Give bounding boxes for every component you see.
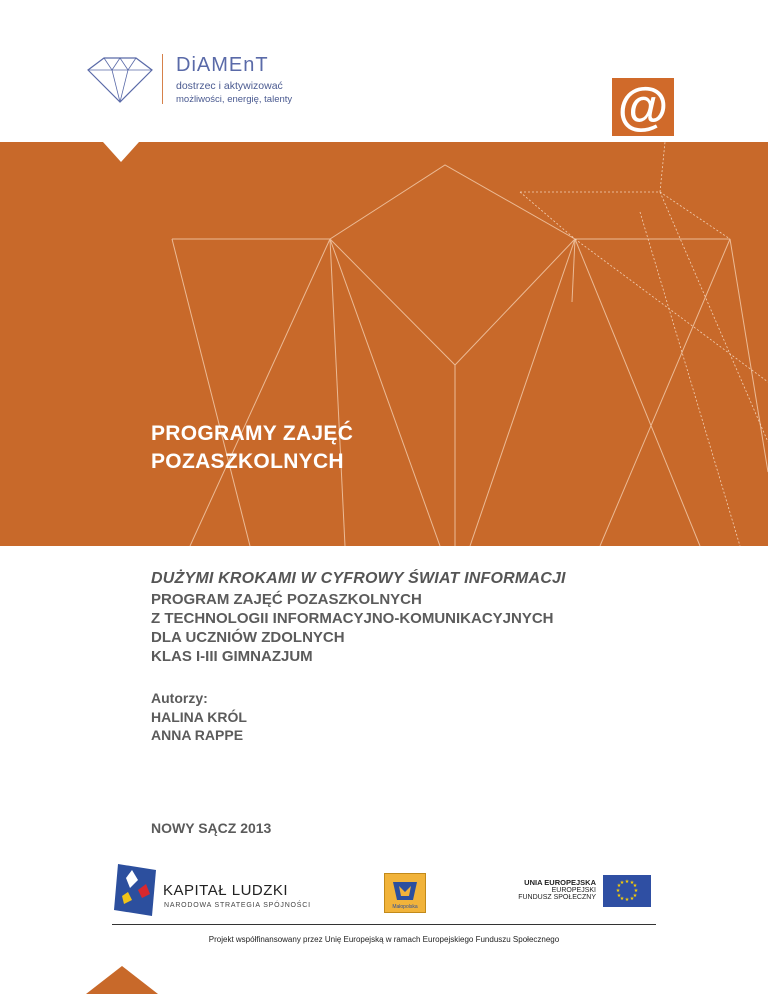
- program-italic-title: DUŻYMI KROKAMI W CYFROWY ŚWIAT INFORMACJI: [151, 570, 566, 587]
- svg-text:★: ★: [624, 897, 630, 903]
- svg-text:★: ★: [616, 883, 622, 889]
- logo-tagline-2: możliwości, energię, talenty: [176, 94, 293, 105]
- svg-text:★: ★: [619, 880, 625, 886]
- eu-line-3: FUNDUSZ SPOŁECZNY: [518, 894, 596, 901]
- svg-text:★: ★: [629, 880, 635, 886]
- authors-list: [151, 708, 247, 744]
- diamond-icon: [84, 56, 156, 104]
- kapital-ludzki-title: KAPITAŁ LUDZKI: [163, 882, 289, 899]
- program-line-4: KLAS I-III GIMNAZJUM: [151, 648, 313, 665]
- footer-logos: [0, 860, 768, 920]
- place-year: NOWY SĄCZ 2013: [151, 820, 272, 836]
- footer-rule: [112, 924, 656, 925]
- svg-text:★: ★: [633, 888, 639, 894]
- authors-label: Autorzy:: [151, 690, 208, 706]
- at-sign-icon: @: [612, 78, 674, 136]
- kapital-ludzki-subtitle: NARODOWA STRATEGIA SPÓJNOŚCI: [164, 902, 311, 909]
- svg-text:★: ★: [619, 896, 625, 902]
- cover-title-line-2: POZASZKOLNYCH: [151, 450, 344, 473]
- author-1: HALINA KRÓL: [151, 709, 247, 725]
- malopolska-logo: [384, 873, 426, 913]
- svg-text:★: ★: [632, 893, 638, 899]
- svg-text:Małopolska: Małopolska: [392, 904, 418, 910]
- author-2: ANNA RAPPE: [151, 727, 244, 743]
- cover-title: [151, 420, 353, 476]
- eu-text: [518, 878, 596, 901]
- logo-tagline-1: dostrzec i aktywizować: [176, 80, 283, 92]
- logo-divider: [162, 54, 163, 104]
- band-notch: [103, 142, 139, 162]
- svg-text:★: ★: [616, 893, 622, 899]
- eu-line-2: EUROPEJSKI: [551, 887, 596, 894]
- cover-band: [0, 142, 768, 546]
- diament-logo: [84, 50, 344, 110]
- eu-flag-icon: [603, 875, 651, 907]
- eu-line-1: UNIA EUROPEJSKA: [524, 878, 596, 887]
- malopolska-emblem-icon: [385, 874, 425, 912]
- cover-title-line-1: PROGRAMY ZAJĘĆ: [151, 422, 354, 445]
- kapital-ludzki-logo-icon: [112, 860, 160, 920]
- logo-name: DiAMEnT: [176, 54, 269, 76]
- program-line-1: PROGRAM ZAJĘĆ POZASZKOLNYCH: [151, 591, 422, 608]
- svg-text:★: ★: [629, 896, 635, 902]
- cofinance-note: Projekt współfinansowany przez Unię Europejską w ramach Europejskiego Funduszu Społecznego: [208, 935, 560, 944]
- program-line-3: DLA UCZNIÓW ZDOLNYCH: [151, 629, 345, 646]
- program-line-2: Z TECHNOLOGII INFORMACYJNO-KOMUNIKACYJNYCH: [151, 610, 554, 627]
- svg-text:★: ★: [624, 879, 630, 885]
- diamond-wireframe-graphic: [0, 142, 768, 546]
- svg-text:★: ★: [615, 888, 621, 894]
- program-description: [151, 590, 554, 666]
- bottom-triangle-decoration: [86, 966, 158, 994]
- svg-text:★: ★: [632, 883, 638, 889]
